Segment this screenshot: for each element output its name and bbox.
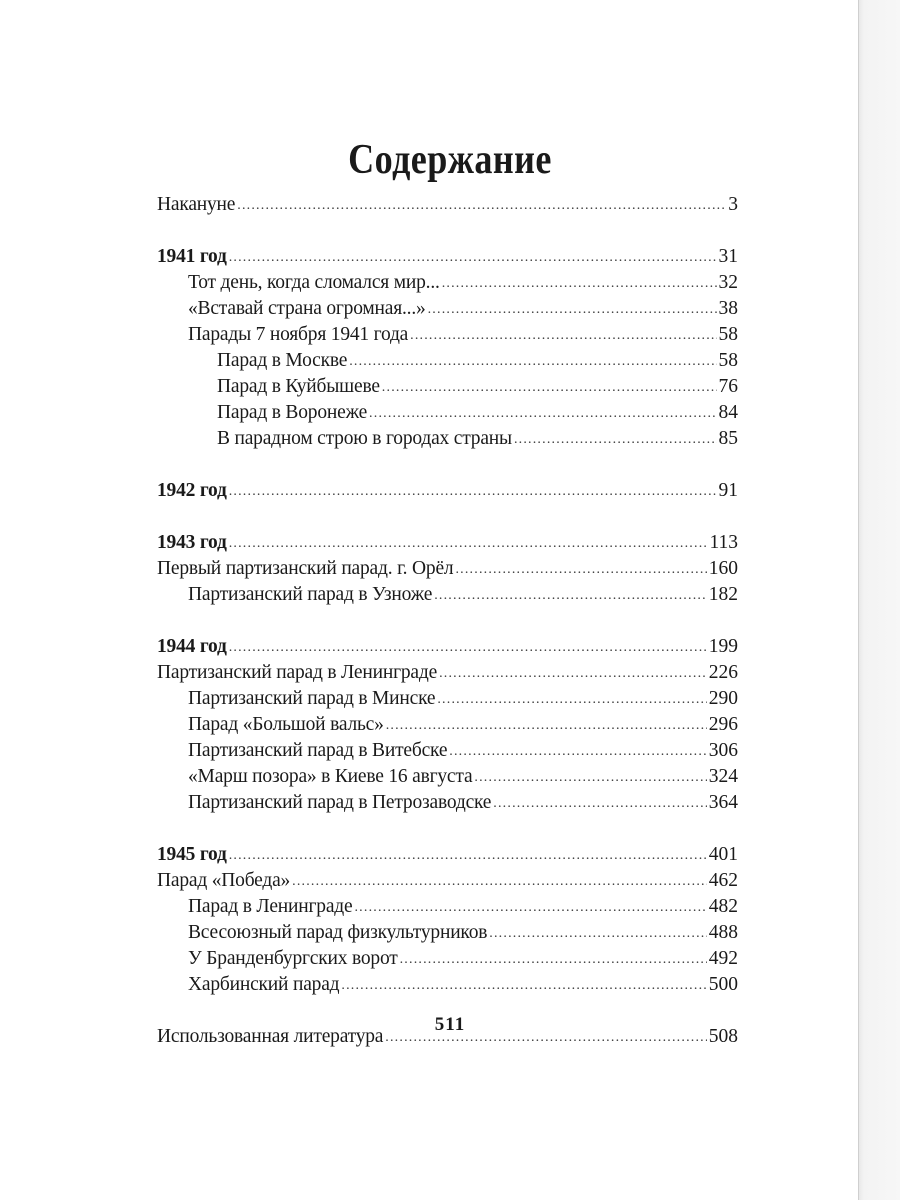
toc-entry-page-number: 31 [718, 246, 738, 267]
toc-entry-title: Парад «Большой вальс» [188, 714, 384, 735]
toc-dot-leader [349, 349, 716, 375]
toc-entry-page-number: 290 [708, 688, 738, 709]
toc-entry [157, 686, 738, 712]
toc-entry-page-number: 113 [709, 532, 738, 553]
toc-dot-leader [489, 921, 706, 947]
toc-dot-leader [229, 531, 708, 557]
toc-dot-leader [442, 271, 717, 297]
toc-dot-leader [382, 375, 717, 401]
toc-dot-leader [386, 713, 707, 739]
toc-entry-page-number: 58 [718, 350, 738, 371]
toc-dot-leader [229, 635, 707, 661]
toc-entry-title: 1944 год [157, 636, 227, 657]
toc-entry-title: «Марш позора» в Киеве 16 августа [188, 766, 473, 787]
toc-entry [157, 322, 738, 348]
toc-entry-page-number: 462 [708, 870, 738, 891]
toc-dot-leader [400, 947, 707, 973]
toc-entry-title: Первый партизанский парад. г. Орёл [157, 558, 454, 579]
toc-entry-title: 1945 год [157, 844, 227, 865]
toc-entry-title: 1943 год [157, 532, 227, 553]
toc-entry-page-number: 160 [708, 558, 738, 579]
toc-entry-title: Партизанский парад в Витебске [188, 740, 448, 761]
toc-entry-title: Всесоюзный парад физкультурников [188, 922, 488, 943]
page-number: 511 [434, 1014, 466, 1035]
toc-entry-page-number: 32 [718, 272, 738, 293]
toc-dot-leader [237, 193, 726, 219]
toc-entry-page-number: 199 [708, 636, 738, 657]
toc-entry-page-number: 500 [708, 974, 738, 995]
toc-dot-leader [229, 245, 717, 271]
toc-entry-title: Тот день, когда сломался мир... [188, 272, 440, 293]
toc-entry-title: Партизанский парад в Минске [188, 688, 436, 709]
toc-entry-page-number: 488 [708, 922, 738, 943]
toc-entry [157, 426, 738, 452]
toc-entry [157, 348, 738, 374]
toc-dot-leader [229, 843, 707, 869]
toc-entry-page-number: 482 [708, 896, 738, 917]
toc-entry-title: Накануне [157, 194, 236, 215]
toc-entry [157, 192, 738, 218]
toc-entry-title: У Бранденбургских ворот [188, 948, 398, 969]
toc-dot-leader [439, 661, 707, 687]
toc-entry [157, 738, 738, 764]
toc-dot-leader [369, 401, 716, 427]
toc-entry [157, 270, 738, 296]
page-title: Содержание [348, 137, 552, 184]
toc-dot-leader [474, 765, 706, 791]
toc-entry [157, 790, 738, 816]
toc-entry-title: Партизанский парад в Узноже [188, 584, 433, 605]
toc-dot-leader [341, 973, 706, 999]
toc-entry-title: Парад в Куйбышеве [217, 376, 380, 397]
toc-entry-page-number: 364 [708, 792, 738, 813]
toc-dot-leader [292, 869, 707, 895]
toc-section-heading [157, 478, 738, 504]
toc-entry-title: 1942 год [157, 480, 227, 501]
toc-entry-title: Харбинский парад [188, 974, 340, 995]
toc-entry [157, 920, 738, 946]
toc-section-heading [157, 244, 738, 270]
toc-entry [157, 868, 738, 894]
toc-entry-title: Парад в Ленинграде [188, 896, 353, 917]
toc-entry-page-number: 58 [718, 324, 738, 345]
toc-entry-page-number: 3 [728, 194, 738, 215]
toc-entry-page-number: 492 [708, 948, 738, 969]
toc-entry [157, 764, 738, 790]
toc-entry [157, 894, 738, 920]
toc-dot-leader [410, 323, 716, 349]
toc-entry [157, 946, 738, 972]
toc-entry [157, 582, 738, 608]
toc-entry-page-number: 182 [708, 584, 738, 605]
toc-entry-title: В парадном строю в городах страны [217, 428, 512, 449]
table-of-contents [157, 192, 738, 1050]
toc-entry-page-number: 91 [718, 480, 738, 501]
toc-entry-page-number: 84 [718, 402, 738, 423]
toc-entry-title: Парад в Воронеже [217, 402, 368, 423]
toc-entry-title: Парад «Победа» [157, 870, 291, 891]
toc-dot-leader [434, 583, 707, 609]
toc-dot-leader [437, 687, 706, 713]
toc-entry [157, 556, 738, 582]
toc-entry [157, 712, 738, 738]
toc-entry-page-number: 38 [718, 298, 738, 319]
toc-entry-page-number: 401 [708, 844, 738, 865]
toc-entry-page-number: 76 [718, 376, 738, 397]
toc-section-heading [157, 634, 738, 660]
toc-entry-title: Использованная литература [157, 1026, 384, 1047]
toc-entry-page-number: 306 [708, 740, 738, 761]
toc-entry-page-number: 508 [708, 1026, 738, 1047]
toc-dot-leader [428, 297, 717, 323]
toc-entry [157, 400, 738, 426]
toc-entry-page-number: 226 [708, 662, 738, 683]
toc-dot-leader [514, 427, 717, 453]
toc-entry [157, 972, 738, 998]
toc-entry-title: Парад в Москве [217, 350, 348, 371]
toc-entry [157, 660, 738, 686]
toc-entry-page-number: 85 [718, 428, 738, 449]
toc-entry-page-number: 324 [708, 766, 738, 787]
toc-entry-title: «Вставай страна огромная...» [188, 298, 426, 319]
toc-dot-leader [449, 739, 706, 765]
toc-section-heading [157, 842, 738, 868]
toc-dot-leader [354, 895, 706, 921]
toc-dot-leader [455, 557, 706, 583]
toc-entry-title: 1941 год [157, 246, 227, 267]
toc-entry-title: Партизанский парад в Петрозаводске [188, 792, 492, 813]
toc-entry [157, 374, 738, 400]
toc-dot-leader [229, 479, 717, 505]
toc-entry-page-number: 296 [708, 714, 738, 735]
toc-dot-leader [493, 791, 706, 817]
toc-entry-title: Партизанский парад в Ленинграде [157, 662, 438, 683]
toc-section-heading [157, 530, 738, 556]
toc-entry-title: Парады 7 ноября 1941 года [188, 324, 409, 345]
toc-entry [157, 296, 738, 322]
